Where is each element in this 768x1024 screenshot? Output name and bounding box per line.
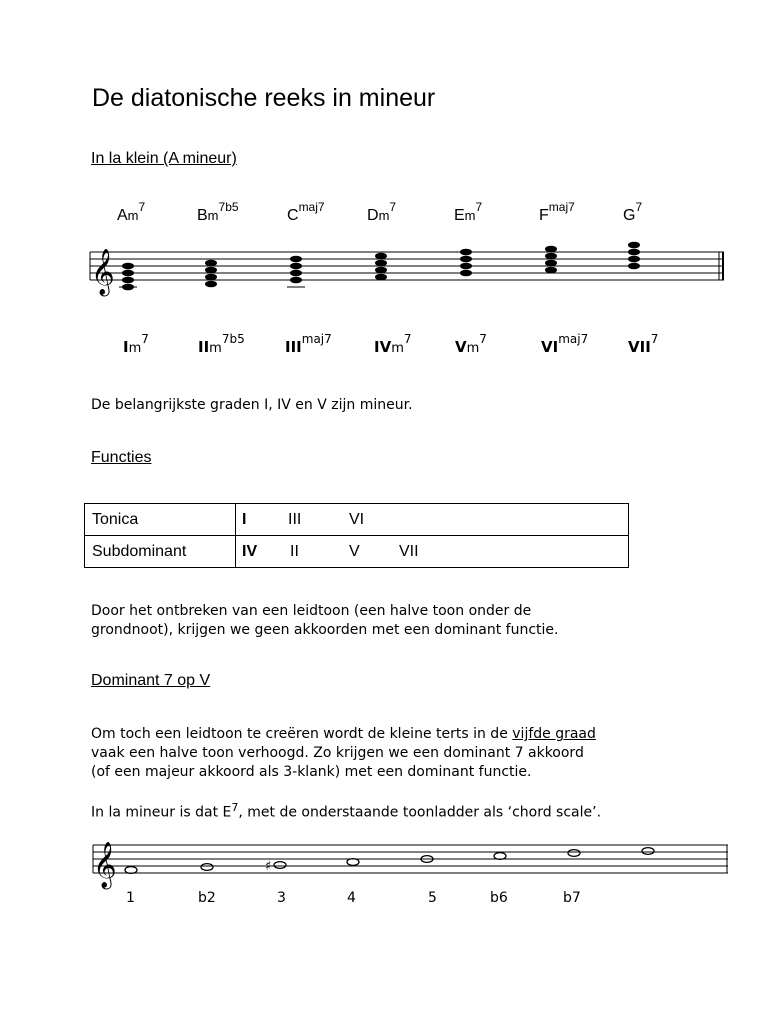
function-degrees: I III VI xyxy=(236,504,629,536)
chord-name: Em$^7$ xyxy=(454,199,483,224)
function-name: Tonica xyxy=(85,504,236,536)
scale-note xyxy=(568,850,580,857)
scale-note xyxy=(642,848,654,855)
scale-note xyxy=(201,864,213,871)
degree-label: $III^{maj7}$ xyxy=(285,332,332,356)
section-heading-a-minor: In la klein (A mineur) xyxy=(91,150,237,167)
scale-degree-label: 3 xyxy=(277,890,286,906)
sharp-icon: ♯ xyxy=(265,859,272,874)
scale-note xyxy=(125,867,137,874)
chord-name: Am$^7$ xyxy=(117,199,146,224)
scale-note xyxy=(274,862,286,869)
chord-name: $C^{maj7}$ xyxy=(287,199,325,224)
degree-label: VII$^7$ xyxy=(628,332,659,356)
treble-clef-icon: 𝄞 xyxy=(91,249,115,295)
degree-label: IIm$^{7b5}$ xyxy=(198,332,245,356)
chord-name: $G^7$ xyxy=(623,199,643,224)
chord-name: $Bm^{7b5}$ xyxy=(197,199,239,224)
scale-degree-label: 1 xyxy=(126,890,135,906)
chord-scale-intro: In la mineur is dat $E^7$, met de onderstaande toonladder als ‘chord scale’. xyxy=(91,801,602,821)
scale-degree-label: 5 xyxy=(428,890,437,906)
scale-degree-label: 4 xyxy=(347,890,356,906)
degree-label: IVm$^7$ xyxy=(374,332,412,356)
degree-label: Im$^7$ xyxy=(123,332,149,356)
vijfde-graad-link: vijfde graad xyxy=(512,726,596,742)
scale-note xyxy=(494,853,506,860)
scale-degree-label: b6 xyxy=(490,890,508,906)
section-heading-functies: Functies xyxy=(91,449,152,466)
functies-paragraph: Door het ontbreken van een leidtoon (een halve toon onder de grondnoot), krijgen we geen akkoorden met een dominant functie. xyxy=(91,603,559,638)
section-heading-dominant: Dominant 7 op V xyxy=(91,672,211,689)
chord-name: $F^{maj7}$ xyxy=(539,199,575,224)
dominant-paragraph: Om toch een leidtoon te creëren wordt de kleine terts in de vijfde graad vaak een halve toon verhoogd. Zo krijgen we een dominant 7 akkoord (of een majeur akkoord als 3-klank) met een dominant functie. xyxy=(91,726,596,780)
function-name: Subdominant xyxy=(85,536,236,568)
degrees-note: De belangrijkste graden I, IV en V zijn mineur. xyxy=(91,397,413,413)
degree-label: $VI^{maj7}$ xyxy=(541,332,589,356)
degree-label: Vm$^7$ xyxy=(455,332,487,356)
scale-note xyxy=(347,859,359,866)
chord-name: Dm$^7$ xyxy=(367,199,397,224)
scale-degree-label: b2 xyxy=(198,890,216,906)
page-title: De diatonische reeks in mineur xyxy=(92,84,436,112)
treble-clef-icon: 𝄞 xyxy=(93,842,117,888)
scale-degree-label: b7 xyxy=(563,890,581,906)
function-degrees: IV II V VII xyxy=(236,536,629,568)
